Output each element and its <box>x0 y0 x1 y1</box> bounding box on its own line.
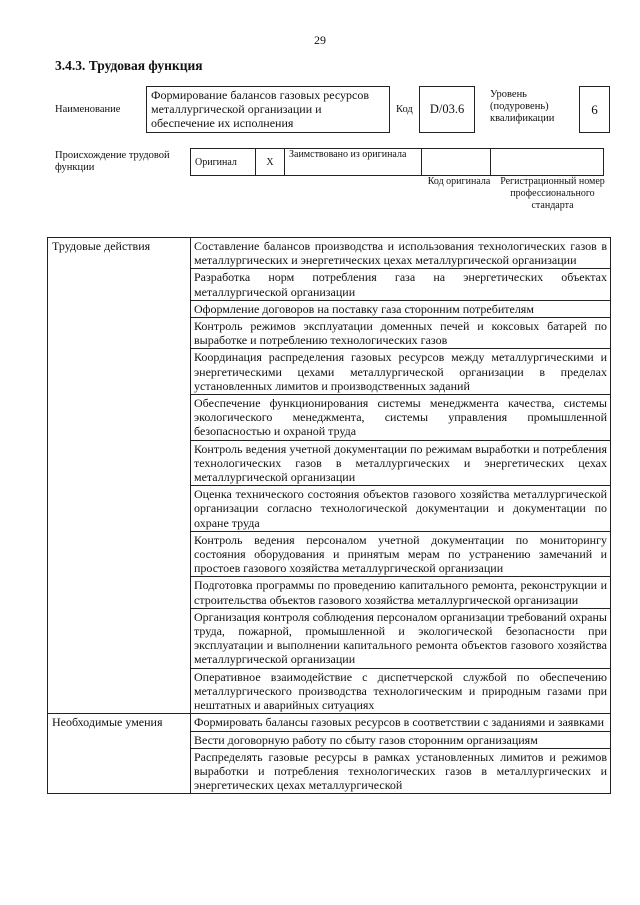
qualification-level-box: 6 <box>579 86 610 133</box>
table-row <box>48 238 611 269</box>
page-number: 29 <box>314 33 326 47</box>
table-cell: Контроль режимов эксплуатации доменных печей и коксовых батарей по выработке и потреблению технологических газов <box>191 318 611 349</box>
section-title: 3.4.3. Трудовая функция <box>55 58 203 73</box>
table-cell: Обеспечение функционирования системы менеджмента качества, системы экологического менеджмента, системы управления промышленной безопасностью и охраной труда <box>191 395 611 441</box>
table-cell: Подготовка программы по проведению капитального ремонта, реконструкции и строительства объектов газового хозяйства металлургической организации <box>191 577 611 608</box>
table-cell: Формировать балансы газовых ресурсов в соответствии с заданиями и заявками <box>191 714 611 731</box>
table-cell: Оперативное взаимодействие с диспетчерской службой по обеспечению металлургического производства технологическим и природным газами при нештатных и аварийных ситуациях <box>191 668 611 714</box>
function-name-box: Формирование балансов газовых ресурсов металлургической организации и обеспечение их исполнения <box>146 86 390 133</box>
table-cell: Контроль ведения персоналом учетной документации по мониторингу состояния оборудования и принятым мерам по устранению замечаний и простоев газового хозяйства металлургической организации <box>191 531 611 577</box>
code-caption: Код оригинала <box>427 176 491 187</box>
function-code-box: D/03.6 <box>419 86 475 133</box>
table-cell: Вести договорную работу по сбыту газов сторонним организациям <box>191 731 611 748</box>
table-cell: Разработка норм потребления газа на энергетических объектах металлургической организации <box>191 269 611 300</box>
section-heading: Трудовые действия <box>48 238 191 714</box>
original-mark: X <box>256 149 285 176</box>
code-label: Код <box>396 104 413 115</box>
table-cell: Организация контроля соблюдения персоналом организации требований охраны труда, пожарной, промышленной и экологической безопасности при эксплуатации и выполнении капитального ремонта объектов газового хозяйства металлургической организации <box>191 608 611 668</box>
origin-table <box>190 148 604 176</box>
table-cell: Оформление договоров на поставку газа сторонним потребителям <box>191 300 611 317</box>
original-code-cell <box>422 149 491 176</box>
table-cell: Оценка технического состояния объектов газового хозяйства металлургической организации согласно технологической документации и документации по охране труда <box>191 486 611 532</box>
reg-caption: Регистрационный номер профессионального стандарта <box>500 176 605 211</box>
table-cell: Распределять газовые ресурсы в рамках установленных лимитов и режимов выработки и потребления технологических газов в металлургических и энергетических цехах металлургической <box>191 748 611 794</box>
level-label: Уровень (подуровень) квалификации <box>490 89 555 124</box>
table-row <box>48 714 611 731</box>
original-cell: Оригинал <box>191 149 256 176</box>
section-heading: Необходимые умения <box>48 714 191 794</box>
table-cell: Составление балансов производства и использования технологических газов в металлургических и энергетических цехах металлургической организации <box>191 238 611 269</box>
name-label: Наименование <box>55 104 121 115</box>
reg-number-cell <box>491 149 604 176</box>
table-cell: Контроль ведения учетной документации по режимам выработки и потребления технологических газов в металлургических и энергетических цехах металлургической организации <box>191 440 611 486</box>
labor-function-table <box>47 237 611 794</box>
origin-label: Происхождение трудовой функции <box>55 150 170 173</box>
table-cell: Координация распределения газовых ресурсов между металлургическими и энергетическими цехами металлургической организации в пределах установленных лимитов и производственных заданий <box>191 349 611 395</box>
borrowed-cell: Заимствовано из оригинала <box>285 149 422 176</box>
